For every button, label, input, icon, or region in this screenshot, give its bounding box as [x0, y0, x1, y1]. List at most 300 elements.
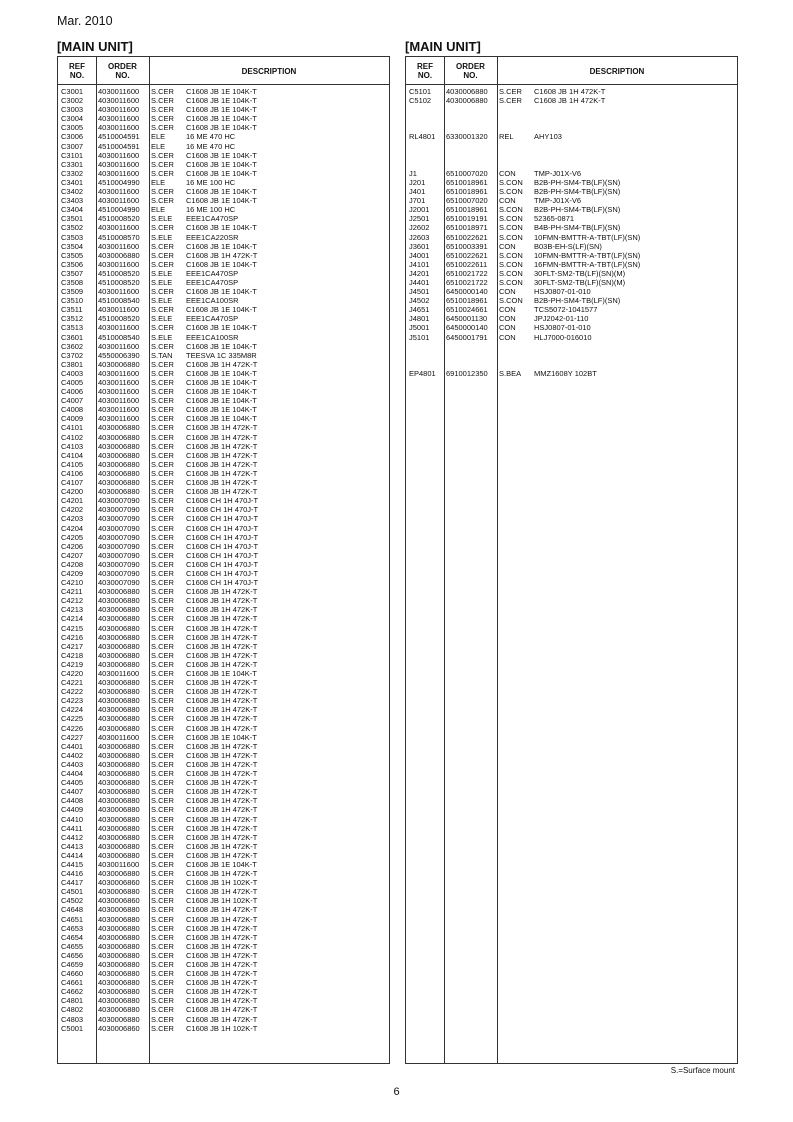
order-no: 6510024661	[446, 305, 488, 315]
ref-no: C4216	[61, 632, 84, 642]
table-row	[58, 678, 389, 687]
order-no: 4030006880	[98, 478, 140, 488]
order-no: 4030011600	[98, 341, 140, 351]
order-no: 4030011600	[98, 114, 140, 124]
part-type: S.CER	[151, 905, 174, 915]
order-no: 4030011600	[98, 196, 140, 206]
table-row	[58, 169, 389, 178]
ref-no: C3004	[61, 114, 84, 124]
table-row	[406, 369, 737, 378]
table-row	[58, 605, 389, 614]
order-no: 4030006880	[98, 996, 140, 1006]
ref-no: J3601	[409, 241, 430, 251]
description: C1608 JB 1H 472K-T	[186, 805, 258, 815]
table-row	[406, 278, 737, 287]
spacer-row	[406, 342, 737, 351]
part-type: S.CER	[151, 596, 174, 606]
description: C1608 JB 1E 104K-T	[186, 223, 257, 233]
ref-no: C3401	[61, 177, 84, 187]
description-header: DESCRIPTION	[589, 66, 645, 76]
description: C1608 JB 1E 104K-T	[186, 96, 257, 106]
order-no: 6510007020	[446, 196, 488, 206]
ref-no: J701	[409, 196, 426, 206]
order-no: 4030006880	[98, 823, 140, 833]
order-no: 6450001791	[446, 332, 488, 342]
table-row	[58, 669, 389, 678]
table-row	[58, 287, 389, 296]
description: C1608 JB 1E 104K-T	[186, 396, 257, 406]
table-row	[406, 251, 737, 260]
table-row	[406, 323, 737, 332]
part-type: S.CER	[151, 614, 174, 624]
table-row	[406, 205, 737, 214]
order-no: 4030006880	[98, 905, 140, 915]
table-row	[58, 378, 389, 387]
description: C1608 JB 1E 104K-T	[186, 114, 257, 124]
table-row	[58, 614, 389, 623]
table-row	[406, 223, 737, 232]
description: C1608 JB 1H 472K-T	[186, 923, 258, 933]
description: C1608 JB 1E 104K-T	[186, 150, 257, 160]
description: C1608 JB 1H 472K-T	[186, 696, 258, 706]
description: 16 ME 470 HC	[186, 132, 236, 142]
document-date: Mar. 2010	[57, 14, 113, 28]
description: C1608 CH 1H 470J-T	[186, 550, 259, 560]
order-no: 4030011600	[98, 96, 140, 106]
description: C1608 JB 1E 104K-T	[186, 341, 257, 351]
description: HLJ7000-016010	[534, 332, 592, 342]
spacer-row	[406, 160, 737, 169]
table-row	[406, 87, 737, 96]
ref-no: J4651	[409, 305, 430, 315]
table-row	[58, 696, 389, 705]
description: C1608 JB 1E 104K-T	[186, 859, 257, 869]
description: C1608 JB 1E 104K-T	[186, 669, 257, 678]
part-type: S.ELE	[151, 314, 173, 324]
ref-no: C4009	[61, 414, 84, 424]
table-row	[58, 851, 389, 860]
table-row	[58, 314, 389, 323]
order-no: 4030006880	[98, 923, 140, 933]
table-row	[58, 369, 389, 378]
table-row	[58, 815, 389, 824]
description: C1608 JB 1H 472K-T	[186, 1014, 258, 1024]
part-type: S.CER	[151, 105, 174, 115]
part-type: S.CER	[151, 123, 174, 133]
table-row	[58, 323, 389, 332]
order-no: 6510018961	[446, 187, 488, 197]
table-row	[406, 305, 737, 314]
order-no: 4030011600	[98, 387, 140, 397]
order-no: 4030006880	[98, 487, 140, 497]
table-row	[406, 260, 737, 269]
ref-no: C3505	[61, 250, 84, 260]
part-type: S.CON	[499, 177, 523, 187]
spacer-row	[406, 142, 737, 151]
ref-no: C4801	[61, 996, 84, 1006]
description: C1608 JB 1H 472K-T	[186, 605, 258, 615]
description: C1608 JB 1H 102K-T	[186, 1023, 258, 1033]
order-no: 4550006390	[98, 350, 140, 360]
ref-no: C3511	[61, 305, 83, 315]
table-row	[58, 405, 389, 414]
table-row	[58, 724, 389, 733]
order-no: 4030006880	[98, 796, 140, 806]
table-row	[58, 469, 389, 478]
part-type: S.CER	[151, 196, 174, 206]
table-row	[58, 160, 389, 169]
ref-no: C4212	[61, 596, 84, 606]
table-row	[58, 478, 389, 487]
part-type: S.CER	[151, 914, 174, 924]
order-no: 4030006880	[98, 423, 140, 433]
description: TCS5072-1041577	[534, 305, 598, 315]
description: C1608 JB 1H 472K-T	[534, 96, 606, 106]
description: EEE1CA100SR	[186, 332, 239, 342]
table-row	[406, 169, 737, 178]
order-no: 6450000140	[446, 287, 488, 297]
order-no: 4030011600	[98, 223, 140, 233]
ref-no: J5101	[409, 332, 430, 342]
order-no-header: ORDER NO.	[108, 62, 137, 80]
part-type: S.CER	[499, 87, 522, 96]
order-no: 4030006880	[98, 468, 140, 478]
description: C1608 JB 1H 472K-T	[186, 459, 258, 469]
order-no: 4030007090	[98, 559, 140, 569]
description: 10FMN-BMTTR-A-TBT(LF)(SN)	[534, 232, 641, 242]
table-row	[58, 396, 389, 405]
part-type: S.CON	[499, 277, 523, 287]
ref-no: C4206	[61, 541, 84, 551]
table-row	[58, 896, 389, 905]
part-type: S.CER	[499, 96, 522, 106]
description: B2B-PH-SM4-TB(LF)(SN)	[534, 187, 621, 197]
ref-no: C3002	[61, 96, 84, 106]
part-type: S.CER	[151, 114, 174, 124]
description: C1608 JB 1H 472K-T	[186, 969, 258, 979]
order-no: 4030006880	[446, 87, 488, 96]
table-row	[58, 760, 389, 769]
order-no: 6510022621	[446, 250, 488, 260]
part-type: S.CER	[151, 550, 174, 560]
part-type: S.CER	[151, 996, 174, 1006]
ref-no: J5001	[409, 323, 430, 333]
part-type: S.CER	[151, 368, 174, 378]
description: C1608 JB 1H 472K-T	[186, 1005, 258, 1015]
part-type: S.ELE	[151, 268, 173, 278]
part-type: S.CER	[151, 814, 174, 824]
table-row	[58, 451, 389, 460]
ref-no: C4410	[61, 814, 84, 824]
part-type: S.CER	[151, 1014, 174, 1024]
ref-no: C4006	[61, 387, 84, 397]
part-type: S.CER	[151, 878, 174, 888]
part-type: S.CON	[499, 250, 523, 260]
table-row	[406, 242, 737, 251]
ref-no: C4401	[61, 741, 84, 751]
description: C1608 JB 1H 472K-T	[186, 432, 258, 442]
description: C1608 JB 1E 104K-T	[186, 732, 257, 742]
order-no: 6510003391	[446, 241, 488, 251]
part-type: S.CON	[499, 232, 523, 242]
order-no: 4030006880	[98, 932, 140, 942]
page-number: 6	[393, 1086, 400, 1098]
order-no: 4030006880	[98, 678, 140, 688]
table-row	[58, 205, 389, 214]
part-type: S.CER	[151, 287, 174, 297]
order-no: 4030006880	[98, 632, 140, 642]
order-no: 4510008520	[98, 268, 140, 278]
ref-no: C4654	[61, 932, 84, 942]
part-type: ELE	[151, 132, 166, 142]
order-no: 4030006880	[98, 987, 140, 997]
ref-no: RL4801	[409, 132, 436, 142]
order-no: 6510018961	[446, 296, 488, 306]
part-type: S.CER	[151, 187, 174, 197]
table-row	[58, 96, 389, 105]
table-row	[406, 214, 737, 223]
left-rows	[58, 87, 389, 1033]
ref-no: J4101	[409, 259, 430, 269]
ref-no: C3001	[61, 87, 84, 96]
table-row	[406, 187, 737, 196]
table-row	[58, 978, 389, 987]
right-parts-table	[405, 56, 738, 1064]
part-type: S.CER	[151, 823, 174, 833]
description: C1608 JB 1H 472K-T	[186, 887, 258, 897]
table-row	[58, 705, 389, 714]
order-no: 4510004591	[98, 141, 140, 151]
table-row	[58, 915, 389, 924]
part-type: S.CER	[151, 505, 174, 515]
description: C1608 CH 1H 470J-T	[186, 541, 259, 551]
ref-no: C3510	[61, 296, 84, 306]
ref-no: C4007	[61, 396, 84, 406]
order-no: 4030006880	[98, 250, 140, 260]
part-type: S.CER	[151, 250, 174, 260]
part-type: S.CER	[151, 741, 174, 751]
ref-no: C4222	[61, 687, 84, 697]
description: EEE1CA220SR	[186, 232, 239, 242]
order-no: 4030006880	[98, 841, 140, 851]
ref-no: C3404	[61, 205, 84, 215]
description: C1608 JB 1E 104K-T	[186, 414, 257, 424]
table-row	[58, 142, 389, 151]
order-no: 4030011600	[98, 669, 140, 678]
order-no: 4030006880	[98, 432, 140, 442]
ref-no: C4408	[61, 796, 84, 806]
order-no: 4030011600	[98, 405, 140, 415]
part-type: CON	[499, 287, 516, 297]
ref-no: C3506	[61, 259, 84, 269]
order-no: 4030006880	[98, 605, 140, 615]
part-type: S.CER	[151, 168, 174, 178]
ref-no: C4211	[61, 587, 83, 597]
ref-no: C3513	[61, 323, 84, 333]
table-row	[58, 969, 389, 978]
ref-no: C4205	[61, 532, 84, 542]
table-row	[58, 305, 389, 314]
order-no: 4030007090	[98, 578, 140, 588]
part-type: S.CER	[151, 441, 174, 451]
order-no: 6910012350	[446, 368, 488, 378]
order-no: 4510004990	[98, 177, 140, 187]
ref-no: C4226	[61, 723, 84, 733]
table-row	[58, 714, 389, 723]
part-type: S.CER	[151, 850, 174, 860]
table-row	[58, 551, 389, 560]
ref-no: C4402	[61, 750, 84, 760]
table-row	[406, 178, 737, 187]
order-no: 6510022611	[446, 259, 488, 269]
table-header	[406, 57, 737, 85]
description: EEE1CA470SP	[186, 314, 239, 324]
order-no: 4510008540	[98, 332, 140, 342]
table-row	[58, 742, 389, 751]
table-row	[58, 833, 389, 842]
ref-no: C4220	[61, 669, 84, 678]
order-no: 4030011600	[98, 859, 140, 869]
part-type: S.CER	[151, 241, 174, 251]
order-no: 4030007090	[98, 541, 140, 551]
ref-no: C4106	[61, 468, 84, 478]
description: C1608 JB 1E 104K-T	[186, 387, 257, 397]
ref-no: C3507	[61, 268, 84, 278]
part-type: S.CER	[151, 423, 174, 433]
order-no: 4030006880	[98, 1005, 140, 1015]
ref-no: J201	[409, 177, 426, 187]
table-row	[58, 333, 389, 342]
description: JPJ2042-01-110	[534, 314, 589, 324]
description: C1608 JB 1H 472K-T	[186, 641, 258, 651]
part-type: ELE	[151, 141, 166, 151]
order-no: 6450001130	[446, 314, 488, 324]
table-row	[406, 132, 737, 141]
part-type: S.CER	[151, 514, 174, 524]
part-type: S.CER	[151, 869, 174, 879]
table-row	[406, 296, 737, 305]
description: TMP-J01X-V6	[534, 168, 582, 178]
ref-no: C3501	[61, 214, 84, 224]
table-row	[58, 869, 389, 878]
order-no: 4030011600	[98, 187, 140, 197]
description: C1608 JB 1E 104K-T	[186, 305, 257, 315]
ref-no: J4001	[409, 250, 430, 260]
ref-no: J2501	[409, 214, 430, 224]
table-row	[58, 387, 389, 396]
part-type: S.CER	[151, 841, 174, 851]
order-no: 6510022621	[446, 232, 488, 242]
description: C1608 JB 1E 104K-T	[186, 87, 257, 96]
table-row	[58, 1005, 389, 1014]
left-parts-table	[57, 56, 390, 1064]
part-type: S.CER	[151, 759, 174, 769]
part-type: S.CER	[151, 887, 174, 897]
order-no: 4030006880	[98, 814, 140, 824]
table-row	[58, 651, 389, 660]
order-no: 4030006880	[98, 750, 140, 760]
order-no: 6510007020	[446, 168, 488, 178]
ref-no: C4414	[61, 850, 84, 860]
part-type: S.CER	[151, 541, 174, 551]
description: C1608 JB 1E 104K-T	[186, 168, 257, 178]
description: EEE1CA470SP	[186, 277, 239, 287]
order-no: 4030006880	[98, 1014, 140, 1024]
ref-no: C4210	[61, 578, 84, 588]
part-type: S.CER	[151, 696, 174, 706]
description: B03B-EH-S(LF)(SN)	[534, 241, 602, 251]
order-no: 6510018961	[446, 177, 488, 187]
description: 16 ME 470 HC	[186, 141, 236, 151]
description: MMZ1608Y 102BT	[534, 368, 597, 378]
description: EEE1CA100SR	[186, 296, 239, 306]
description: C1608 JB 1H 472K-T	[186, 978, 258, 988]
description: C1608 JB 1H 472K-T	[186, 869, 258, 879]
right-unit-title: [MAIN UNIT]	[405, 39, 481, 54]
order-no-header: ORDER NO.	[456, 62, 485, 80]
ref-no: C3801	[61, 359, 84, 369]
ref-no: J401	[409, 187, 426, 197]
order-no: 4510008520	[98, 314, 140, 324]
part-type: S.CER	[151, 650, 174, 660]
table-row	[58, 196, 389, 205]
ref-no: C4660	[61, 969, 84, 979]
description: 30FLT-SM2-TB(LF)(SN)(M)	[534, 268, 626, 278]
table-row	[58, 687, 389, 696]
table-row	[58, 223, 389, 232]
ref-no: C4403	[61, 759, 84, 769]
ref-no: C4225	[61, 714, 84, 724]
table-row	[58, 251, 389, 260]
order-no: 4030006880	[98, 659, 140, 669]
description: C1608 JB 1E 104K-T	[186, 323, 257, 333]
order-no: 4030011600	[98, 396, 140, 406]
ref-no: C3006	[61, 132, 84, 142]
part-type: S.CER	[151, 605, 174, 615]
part-type: S.CER	[151, 769, 174, 779]
description: AHY103	[534, 132, 562, 142]
part-type: S.CER	[151, 732, 174, 742]
ref-no: C4200	[61, 487, 84, 497]
order-no: 4030006880	[98, 887, 140, 897]
part-type: S.CON	[499, 268, 523, 278]
description: B2B-PH-SM4-TB(LF)(SN)	[534, 205, 621, 215]
part-type: S.CER	[151, 359, 174, 369]
part-type: S.CER	[151, 623, 174, 633]
ref-no: C4102	[61, 432, 84, 442]
ref-no: C4227	[61, 732, 84, 742]
table-row	[406, 233, 737, 242]
order-no: 4030006880	[98, 741, 140, 751]
part-type: S.ELE	[151, 214, 173, 224]
ref-no: J4401	[409, 277, 430, 287]
order-no: 4030006880	[98, 705, 140, 715]
table-row	[58, 924, 389, 933]
ref-no: C4219	[61, 659, 84, 669]
table-row	[58, 624, 389, 633]
part-type: S.CER	[151, 950, 174, 960]
description: C1608 JB 1H 472K-T	[186, 714, 258, 724]
ref-no: C3101	[61, 150, 84, 160]
ref-no: J1	[409, 168, 417, 178]
table-row	[58, 487, 389, 496]
ref-no: C4008	[61, 405, 84, 415]
part-type: S.CER	[151, 1023, 174, 1033]
table-row	[58, 642, 389, 651]
table-row	[58, 596, 389, 605]
description: C1608 JB 1E 104K-T	[186, 405, 257, 415]
description: C1608 JB 1H 472K-T	[186, 996, 258, 1006]
